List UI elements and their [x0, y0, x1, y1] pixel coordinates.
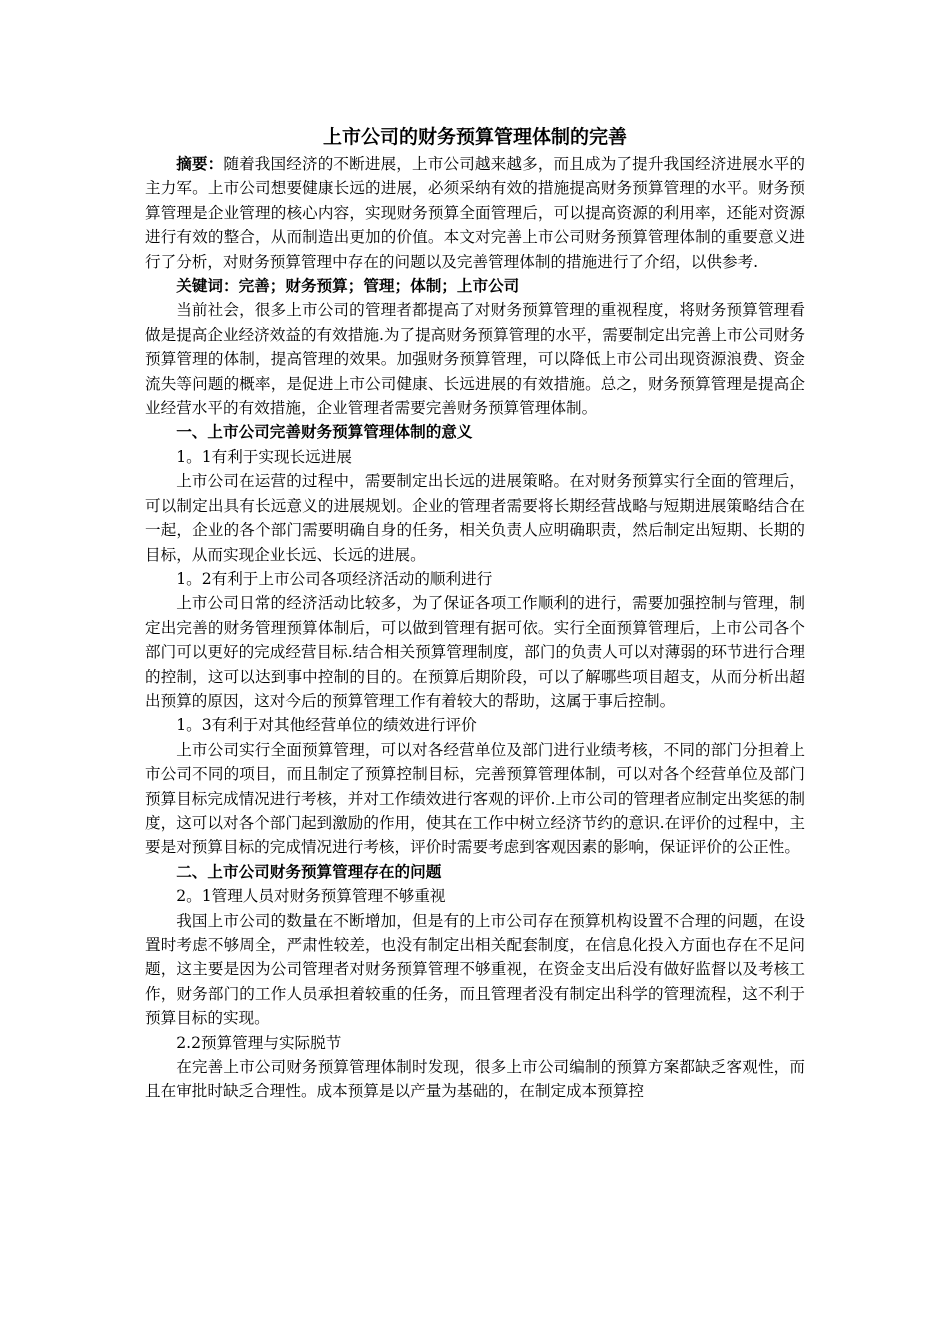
abstract-paragraph: [145, 152, 805, 274]
document-page: [145, 122, 805, 1104]
section1-sub2-heading: 1。2有利于上市公司各项经济活动的顺利进行: [176, 569, 493, 588]
section1-sub3-text: 上市公司实行全面预算管理，可以对各经营单位及部门进行业绩考核，不同的部门分担着上市公司不同的项目，而且制定了预算控制目标，完善预算管理体制，可以对各个经营单位及部门预算目标完成情况进行考核，并对工作绩效进行客观的评价.上市公司的管理者应制定出奖惩的制度，这可以对各个部门起到激励的作用，使其在工作中树立经济节约的意识.在评价的过程中，主要是对预算目标的完成情况进行考核，评价时需要考虑到客观因素的影响，保证评价的公正性。: [145, 740, 805, 857]
section2-heading: 二、上市公司财务预算管理存在的问题: [176, 862, 442, 881]
page-title: 上市公司的财务预算管理体制的完善: [322, 126, 627, 148]
section2-sub1-text: 我国上市公司的数量在不断增加，但是有的上市公司存在预算机构设置不合理的问题，在设置时考虑不够周全，严肃性较差，也没有制定出相关配套制度，在信息化投入方面也存在不足问题，这主要是因为公司管理者对财务预算管理不够重视，在资金支出后没有做好监督以及考核工作，财务部门的工作人员承担着较重的任务，而且管理者没有制定出科学的管理流程，这不利于预算目标的实现。: [145, 911, 805, 1028]
intro-paragraph: 当前社会，很多上市公司的管理者都提高了对财务预算管理的重视程度，将财务预算管理看做是提高企业经济效益的有效措施.为了提高财务预算管理的水平，需要制定出完善上市公司财务预算管理的体制，提高管理的效果。加强财务预算管理，可以降低上市公司出现资源浪费、资金流失等问题的概率，是促进上市公司健康、长远进展的有效措施。总之，财务预算管理是提高企业经营水平的有效措施，企业管理者需要完善财务预算管理体制。: [145, 301, 805, 418]
section2-sub2-heading: 2.2预算管理与实际脱节: [176, 1033, 342, 1052]
section2-sub1-heading: 2。1管理人员对财务预算管理不够重视: [176, 887, 446, 906]
abstract-label: 摘要：: [176, 155, 224, 173]
section1-heading: 一、上市公司完善财务预算管理体制的意义: [176, 423, 473, 442]
section1-sub1-text: 上市公司在运营的过程中，需要制定出长远的进展策略。在对财务预算实行全面的管理后，可以制定出具有长远意义的进展规划。企业的管理者需要将长期经营战略与短期进展策略结合在一起，企业的各个部门需要明确自身的任务，相关负责人应明确职责，然后制定出短期、长期的目标，从而实现企业长远、长远的进展。: [145, 472, 805, 564]
section2-sub2-text: 在完善上市公司财务预算管理体制时发现，很多上市公司编制的预算方案都缺乏客观性，而且在审批时缺乏合理性。成本预算是以产量为基础的，在制定成本预算控: [145, 1058, 805, 1101]
keywords-line: 关键词：完善；财务预算；管理；体制；上市公司: [176, 277, 520, 296]
section1-sub1-heading: 1。1有利于实现长远进展: [176, 447, 352, 466]
abstract-text: 随着我国经济的不断进展，上市公司越来越多，而且成为了提升我国经济进展水平的主力军。上市公司想要健康长远的进展，必须采纳有效的措施提高财务预算管理的水平。财务预算管理是企业管理的核心内容，实现财务预算全面管理后，可以提高资源的利用率，还能对资源进行有效的整合，从而制造出更加的价值。本文对完善上市公司财务预算管理体制的重要意义进行了分析，对财务预算管理中存在的问题以及完善管理体制的措施进行了介绍，以供参考.: [145, 155, 805, 271]
section1-sub3-heading: 1。3有利于对其他经营单位的绩效进行评价: [176, 716, 477, 735]
section1-sub2-text: 上市公司日常的经济活动比较多，为了保证各项工作顺利的进行，需要加强控制与管理，制定出完善的财务管理预算体制后，可以做到管理有据可依。实行全面预算管理后，上市公司各个部门可以更好的完成经营目标.结合相关预算管理制度，部门的负责人可以对薄弱的环节进行合理的控制，这可以达到事中控制的目的。在预算后期阶段，可以了解哪些项目超支，从而分析出超出预算的原因，这对今后的预算管理工作有着较大的帮助，这属于事后控制。: [145, 594, 805, 710]
